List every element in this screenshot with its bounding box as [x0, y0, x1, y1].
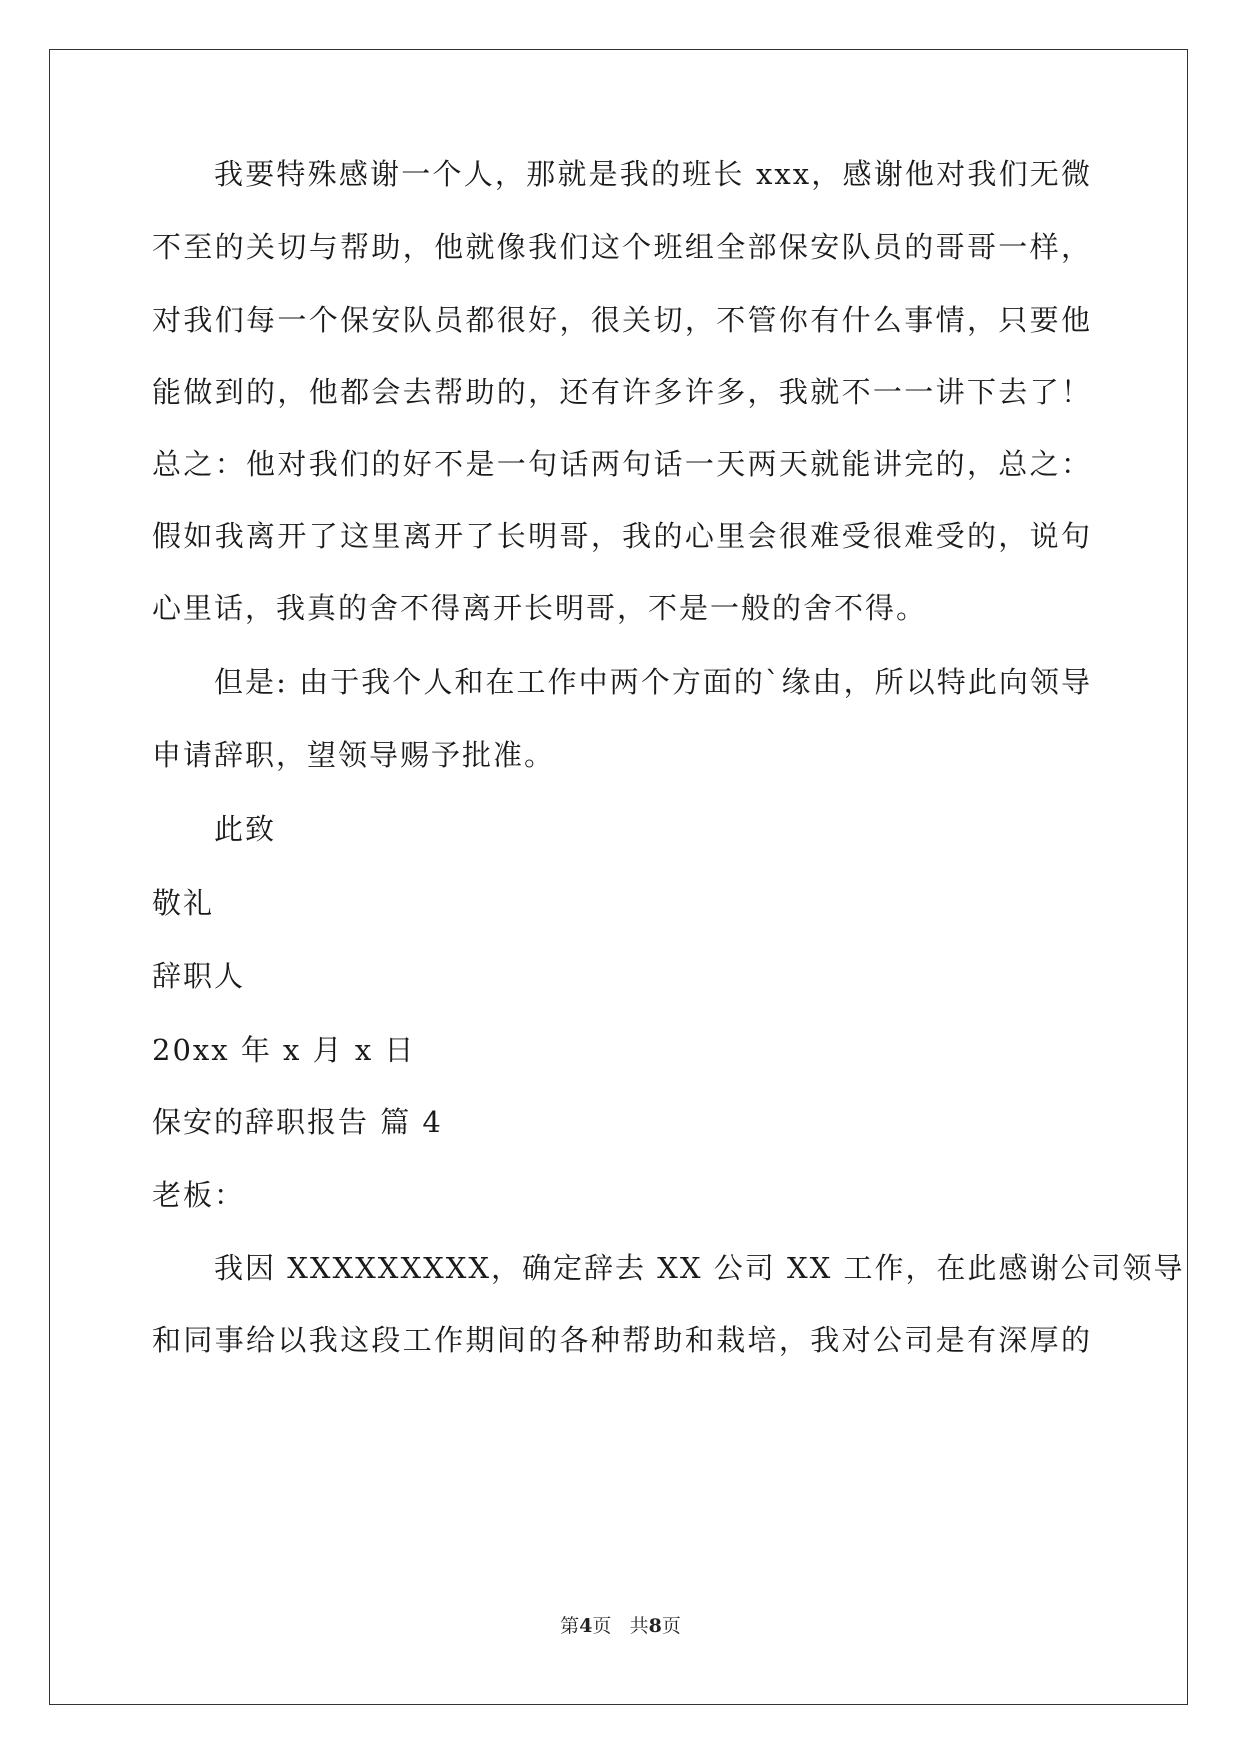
text-line: 我因 XXXXXXXXX，确定辞去 XX 公司 XX 工作，在此感谢公司领导: [214, 1251, 1185, 1285]
closing-regards: 敬礼: [152, 886, 215, 920]
text-line: 我要特殊感谢一个人，那就是我的班长 xxx，感谢他对我们无微: [214, 157, 1092, 191]
text-line: 假如我离开了这里离开了长明哥，我的心里会很难受很难受的，说句: [152, 519, 1092, 553]
text-line: 但是: 由于我个人和在工作中两个方面的`缘由，所以特此向领导: [214, 665, 1092, 699]
text-line: 不至的关切与帮助，他就像我们这个班组全部保安队员的哥哥一样，: [152, 230, 1092, 264]
page-footer: [0, 1614, 1241, 1638]
text-line: 总之：他对我们的好不是一句话两句话一天两天就能讲完的，总之：: [152, 447, 1092, 481]
page-prefix: 第: [560, 1615, 580, 1637]
date-line: 20xx 年 x 月 x 日: [152, 1033, 416, 1067]
text-line: 申请辞职，望领导赐予批准。: [152, 738, 556, 772]
page-total: 8: [648, 1615, 662, 1637]
signature-label: 辞职人: [152, 959, 246, 993]
text-line: 能做到的，他都会去帮助的，还有许多许多，我就不一一讲下去了！: [152, 375, 1092, 409]
closing-salutation: 此致: [214, 812, 277, 846]
page-unit: 页: [592, 1615, 612, 1637]
text-line: 和同事给以我这段工作期间的各种帮助和栽培，我对公司是有深厚的: [152, 1323, 1092, 1357]
total-unit: 页: [661, 1615, 681, 1637]
text-line: 对我们每一个保安队员都很好，很关切，不管你有什么事情，只要他: [152, 303, 1092, 337]
text-line: 心里话，我真的舍不得离开长明哥，不是一般的舍不得。: [152, 591, 928, 625]
addressee: 老板：: [152, 1178, 246, 1212]
page-border: [49, 49, 1188, 1705]
section-heading: 保安的辞职报告 篇 4: [152, 1105, 443, 1139]
page-current: 4: [579, 1615, 593, 1637]
total-prefix: 共: [629, 1615, 649, 1637]
